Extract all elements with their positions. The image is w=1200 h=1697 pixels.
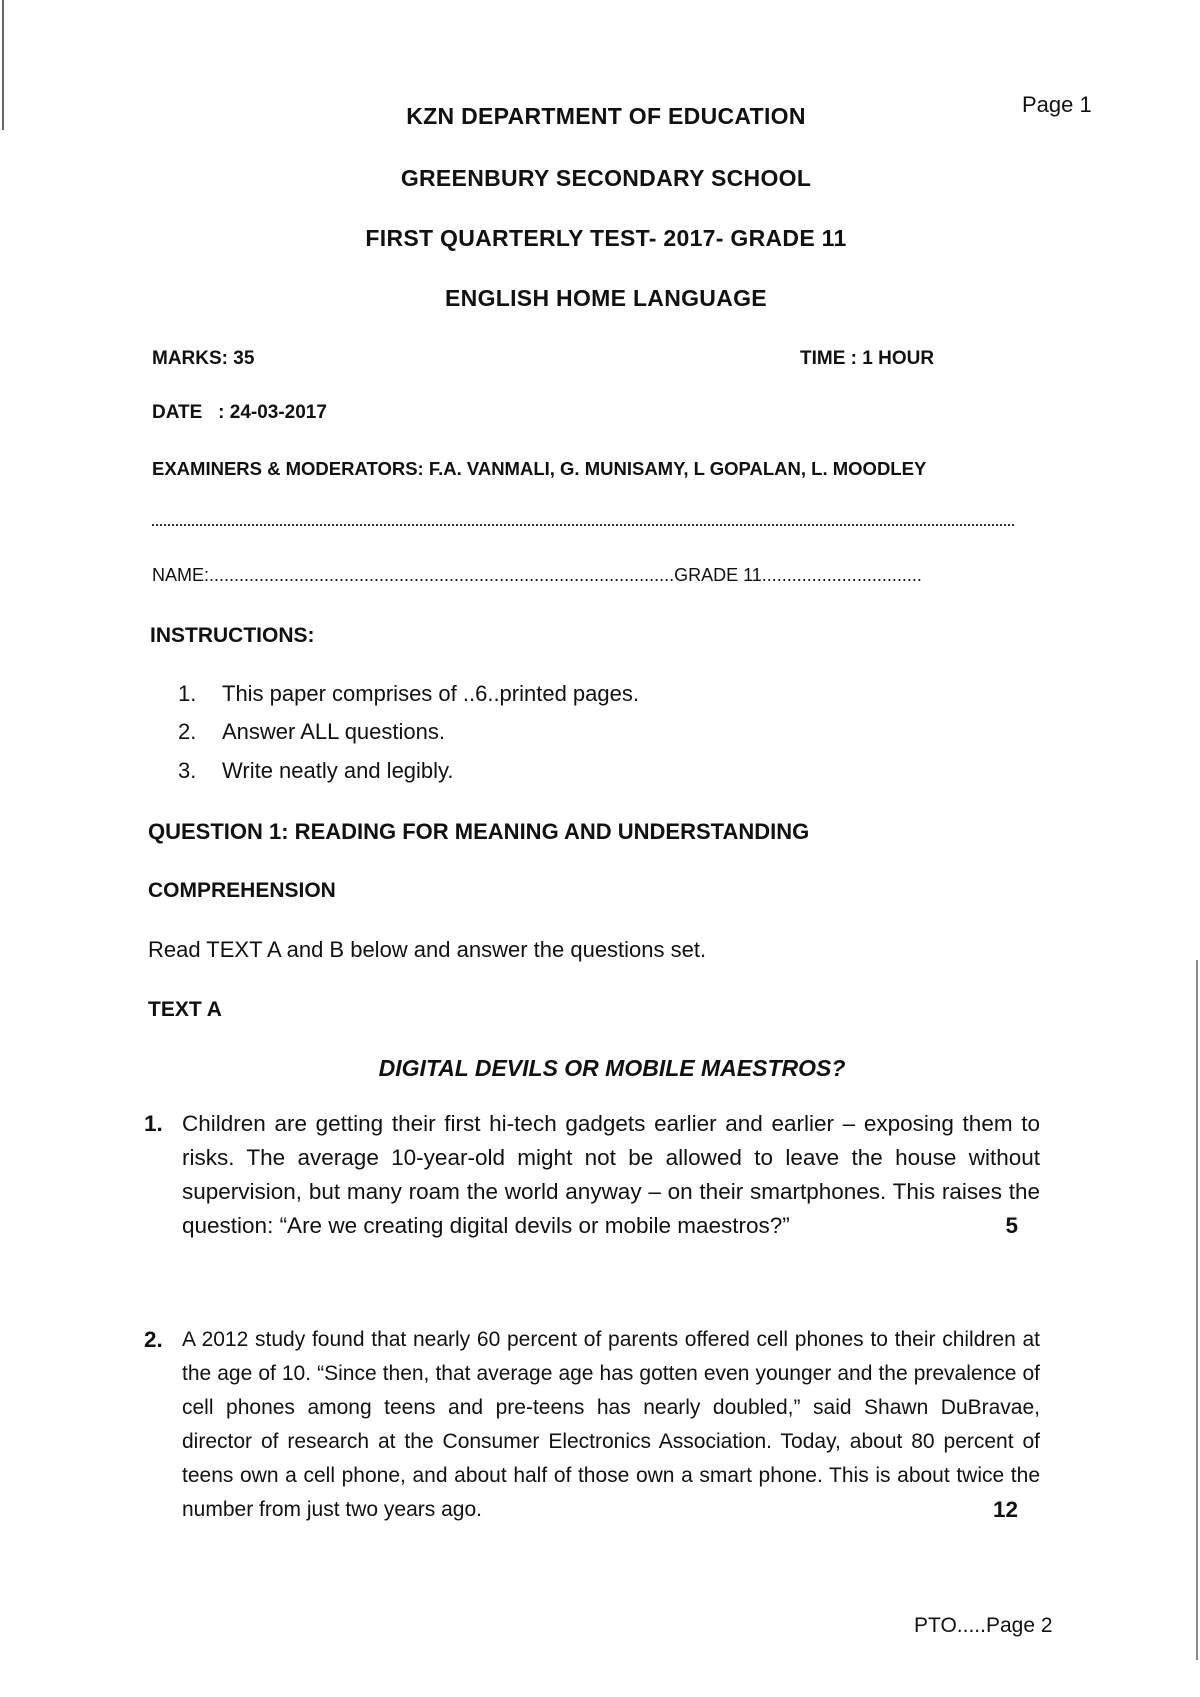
paragraph-text: Children are getting their first hi-tech gadgets earlier and earlier – exposing them to risks. The average 10-year-old might not be allowed to leave the house without supervision, but many roam the world anyway – on their smartphones. This raises the question: “Are we creating digital devils or mobile maestros?”: [182, 1111, 1040, 1238]
reading-instruction: Read TEXT A and B below and answer the questions set.: [148, 937, 707, 962]
instruction-text: Write neatly and legibly.: [222, 758, 454, 783]
instruction-item: [178, 681, 639, 707]
examiners-label: EXAMINERS & MODERATORS: F.A. VANMALI, G. MUNISAMY, L GOPALAN, L. MOODLEY: [152, 458, 927, 479]
pto-footer: PTO.....Page 2: [914, 1614, 1053, 1637]
instruction-number: 2.: [178, 719, 197, 744]
subject-title: ENGLISH HOME LANGUAGE: [445, 285, 767, 311]
instructions-heading: INSTRUCTIONS:: [150, 624, 315, 647]
instruction-item: [178, 719, 445, 745]
instruction-number: 3.: [178, 758, 197, 783]
line-reference: 12: [992, 1497, 1018, 1522]
school-title: GREENBURY SECONDARY SCHOOL: [400, 165, 812, 191]
paragraph-number: 2.: [144, 1327, 163, 1352]
article-title: DIGITAL DEVILS OR MOBILE MAESTROS?: [378, 1055, 846, 1081]
marks-label: MARKS: 35: [152, 348, 255, 369]
paragraph-1: [144, 1107, 1040, 1243]
name-grade-line: NAME:.............................................................................................GRADE 11................................: [152, 565, 922, 585]
instruction-item: [178, 758, 454, 784]
date-label: DATE : 24-03-2017: [152, 402, 327, 423]
paragraph-text: A 2012 study found that nearly 60 percent of parents offered cell phones to their children at the age of 10. “Since then, that average age has gotten even younger and the prevalence of cell phones among teens and pre-teens has nearly doubled,” said Shawn DuBravae, director of research at the Consumer Electronics Association. Today, about 80 percent of teens own a cell phone, and about half of those own a smart phone. This is about twice the number from just two years ago.: [182, 1328, 1040, 1521]
question-heading: QUESTION 1: READING FOR MEANING AND UNDERSTANDING: [148, 819, 810, 844]
instruction-number: 1.: [178, 681, 197, 706]
time-label: TIME : 1 HOUR: [800, 348, 935, 369]
test-title: FIRST QUARTERLY TEST- 2017- GRADE 11: [365, 225, 847, 251]
page-number-label: Page 1: [1022, 92, 1092, 117]
paragraph-2: [144, 1323, 1040, 1527]
paragraph-number: 1.: [144, 1111, 163, 1136]
department-title: KZN DEPARTMENT OF EDUCATION: [406, 103, 806, 129]
dotted-separator: [152, 524, 1014, 526]
text-a-label: TEXT A: [148, 998, 222, 1021]
instruction-text: Answer ALL questions.: [222, 719, 445, 744]
line-reference: 5: [1005, 1213, 1018, 1238]
comprehension-heading: COMPREHENSION: [148, 879, 336, 902]
instruction-text: This paper comprises of ..6..printed pages.: [222, 681, 639, 706]
